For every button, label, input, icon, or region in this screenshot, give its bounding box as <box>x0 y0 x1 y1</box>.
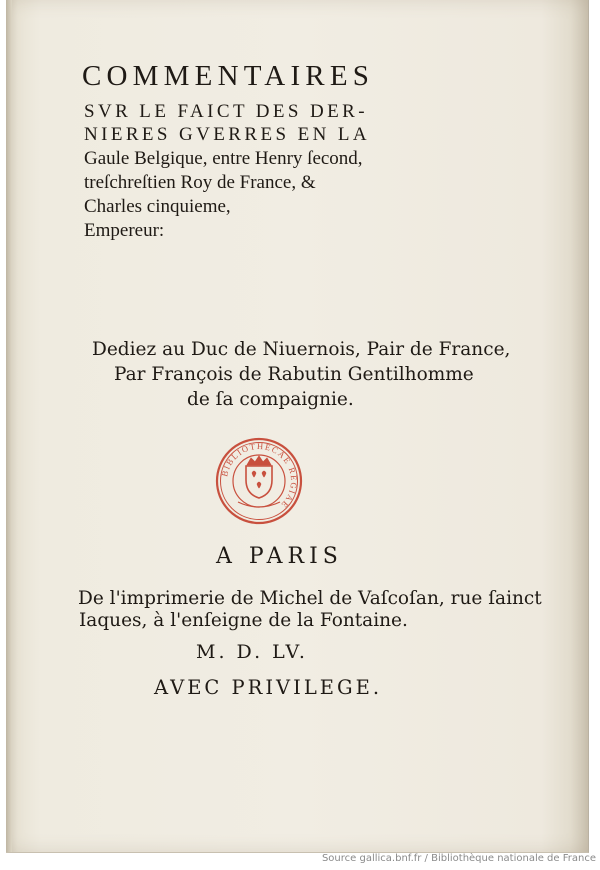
dedication-line-3: de ſa compaignie. <box>187 389 354 410</box>
title-line-3: NIERES GVERRES EN LA <box>84 124 370 145</box>
imprint-city: A PARIS <box>216 544 343 569</box>
title-line-7: Empereur: <box>84 220 165 241</box>
page-binding-edge <box>6 0 12 852</box>
imprint-privilege: AVEC PRIVILEGE. <box>154 676 383 699</box>
svg-text:BIBLIOTHECAE REGIAE <box>219 441 299 511</box>
dedication-line-1: Dediez au Duc de Niuernois, Pair de France, <box>92 339 511 360</box>
imprint-printer-line-1: De l'imprimerie de Michel de Vaſcoſan, rue ſainct <box>78 588 542 609</box>
royal-library-stamp-icon <box>214 436 304 526</box>
title-line-4: Gaule Belgique, entre Henry ſecond, <box>84 148 363 169</box>
title-line-6: Charles cinquieme, <box>84 196 231 217</box>
title-line-5: treſchreſtien Roy de France, & <box>84 172 316 193</box>
title-line-2: SVR LE FAICT DES DER- <box>84 101 368 122</box>
imprint-printer-line-2: Iaques, à l'enſeigne de la Fontaine. <box>79 610 408 631</box>
source-credit: Source gallica.bnf.fr / Bibliothèque nationale de France <box>321 853 596 864</box>
title-line-1: COMMENTAIRES <box>82 60 375 92</box>
stamp-text: BIBLIOTHECAE REGIAE <box>219 440 300 511</box>
imprint-year: M. D. LV. <box>196 641 308 663</box>
dedication-line-2: Par François de Rabutin Gentilhomme <box>114 364 474 385</box>
